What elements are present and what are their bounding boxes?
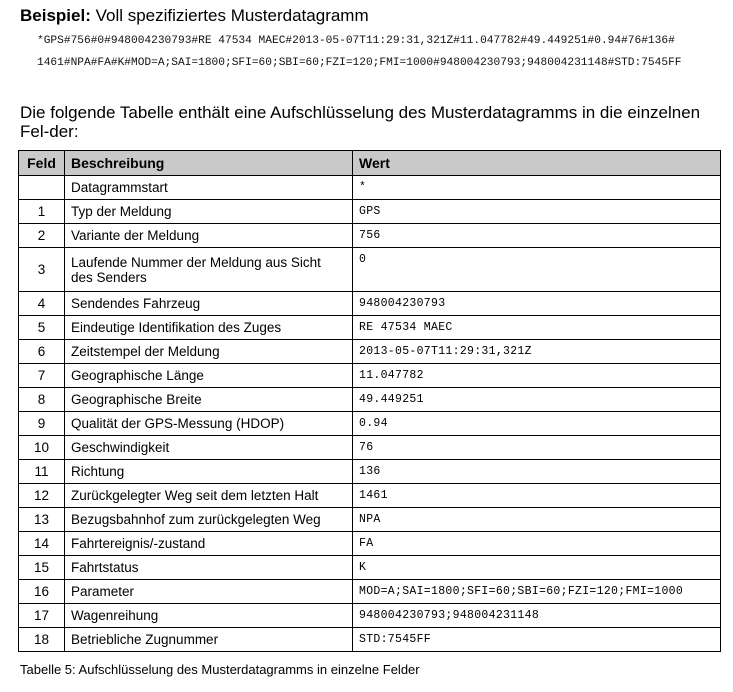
field-value: 2013-05-07T11:29:31,321Z	[353, 340, 721, 364]
field-number: 15	[19, 556, 65, 580]
field-number: 2	[19, 224, 65, 248]
field-value: 0.94	[353, 412, 721, 436]
table-body	[19, 176, 721, 652]
field-number: 17	[19, 604, 65, 628]
field-value: NPA	[353, 508, 721, 532]
table-row	[19, 364, 721, 388]
field-number: 18	[19, 628, 65, 652]
header-wert: Wert	[353, 151, 721, 176]
table-row	[19, 316, 721, 340]
table-row	[19, 460, 721, 484]
table-row	[19, 292, 721, 316]
table-row	[19, 580, 721, 604]
example-label: Beispiel:	[20, 6, 91, 25]
datagram-line-2: 1461#NPA#FA#K#MOD=A;SAI=1800;SFI=60;SBI=60;FZI=120;FMI=1000#948004230793;948004231148#STD:7545FF	[37, 57, 682, 69]
field-number: 14	[19, 532, 65, 556]
field-value: 49.449251	[353, 388, 721, 412]
field-description: Geschwindigkeit	[65, 436, 353, 460]
field-value: MOD=A;SAI=1800;SFI=60;SBI=60;FZI=120;FMI=1000	[353, 580, 721, 604]
field-value: 948004230793;948004231148	[353, 604, 721, 628]
field-number: 4	[19, 292, 65, 316]
field-number: 8	[19, 388, 65, 412]
field-value: FA	[353, 532, 721, 556]
field-number: 12	[19, 484, 65, 508]
table-row	[19, 484, 721, 508]
field-value: K	[353, 556, 721, 580]
table-row	[19, 340, 721, 364]
field-value: RE 47534 MAEC	[353, 316, 721, 340]
table-caption: Tabelle 5: Aufschlüsselung des Musterdatagramms in einzelne Felder	[20, 662, 420, 677]
field-number: 13	[19, 508, 65, 532]
intro-paragraph: Die folgende Tabelle enthält eine Aufschlüsselung des Musterdatagramms in die einzelnen Fel-der:	[20, 103, 701, 141]
field-breakdown-table	[18, 150, 721, 652]
field-description: Eindeutige Identifikation des Zuges	[65, 316, 353, 340]
field-description: Zeitstempel der Meldung	[65, 340, 353, 364]
field-number: 6	[19, 340, 65, 364]
table-row	[19, 248, 721, 292]
field-description: Variante der Meldung	[65, 224, 353, 248]
field-description: Wagenreihung	[65, 604, 353, 628]
field-description: Zurückgelegter Weg seit dem letzten Halt	[65, 484, 353, 508]
example-title: Voll spezifiziertes Musterdatagramm	[90, 6, 369, 25]
field-value: *	[353, 176, 721, 200]
table-row	[19, 508, 721, 532]
field-description: Laufende Nummer der Meldung aus Sicht des Senders	[65, 248, 353, 292]
field-value: 1461	[353, 484, 721, 508]
header-feld: Feld	[19, 151, 65, 176]
table-row	[19, 176, 721, 200]
field-number: 9	[19, 412, 65, 436]
field-description: Geographische Länge	[65, 364, 353, 388]
field-number: 7	[19, 364, 65, 388]
table-row	[19, 436, 721, 460]
field-number: 3	[19, 248, 65, 292]
table-row	[19, 388, 721, 412]
field-number: 1	[19, 200, 65, 224]
field-description: Fahrtereignis/-zustand	[65, 532, 353, 556]
table-row	[19, 412, 721, 436]
field-description: Typ der Meldung	[65, 200, 353, 224]
field-number: 5	[19, 316, 65, 340]
field-value: 0	[353, 248, 721, 292]
field-value: STD:7545FF	[353, 628, 721, 652]
table-row	[19, 532, 721, 556]
field-description: Betriebliche Zugnummer	[65, 628, 353, 652]
field-description: Fahrtstatus	[65, 556, 353, 580]
table-row	[19, 200, 721, 224]
field-number: 10	[19, 436, 65, 460]
example-heading	[20, 6, 369, 26]
table-row	[19, 628, 721, 652]
field-value: 11.047782	[353, 364, 721, 388]
field-description: Parameter	[65, 580, 353, 604]
field-number: 16	[19, 580, 65, 604]
datagram-line-1: *GPS#756#0#948004230793#RE 47534 MAEC#2013-05-07T11:29:31,321Z#11.047782#49.449251#0.94#76#136#	[37, 35, 675, 47]
field-description: Bezugsbahnhof zum zurückgelegten Weg	[65, 508, 353, 532]
field-value: 756	[353, 224, 721, 248]
table-row	[19, 556, 721, 580]
field-number: 11	[19, 460, 65, 484]
table-header-row	[19, 151, 721, 176]
field-description: Datagrammstart	[65, 176, 353, 200]
table-row	[19, 604, 721, 628]
field-number	[19, 176, 65, 200]
field-value: 948004230793	[353, 292, 721, 316]
field-description: Geographische Breite	[65, 388, 353, 412]
field-description: Qualität der GPS-Messung (HDOP)	[65, 412, 353, 436]
header-beschreibung: Beschreibung	[65, 151, 353, 176]
field-description: Richtung	[65, 460, 353, 484]
field-value: GPS	[353, 200, 721, 224]
field-description: Sendendes Fahrzeug	[65, 292, 353, 316]
field-value: 76	[353, 436, 721, 460]
table-row	[19, 224, 721, 248]
field-value: 136	[353, 460, 721, 484]
